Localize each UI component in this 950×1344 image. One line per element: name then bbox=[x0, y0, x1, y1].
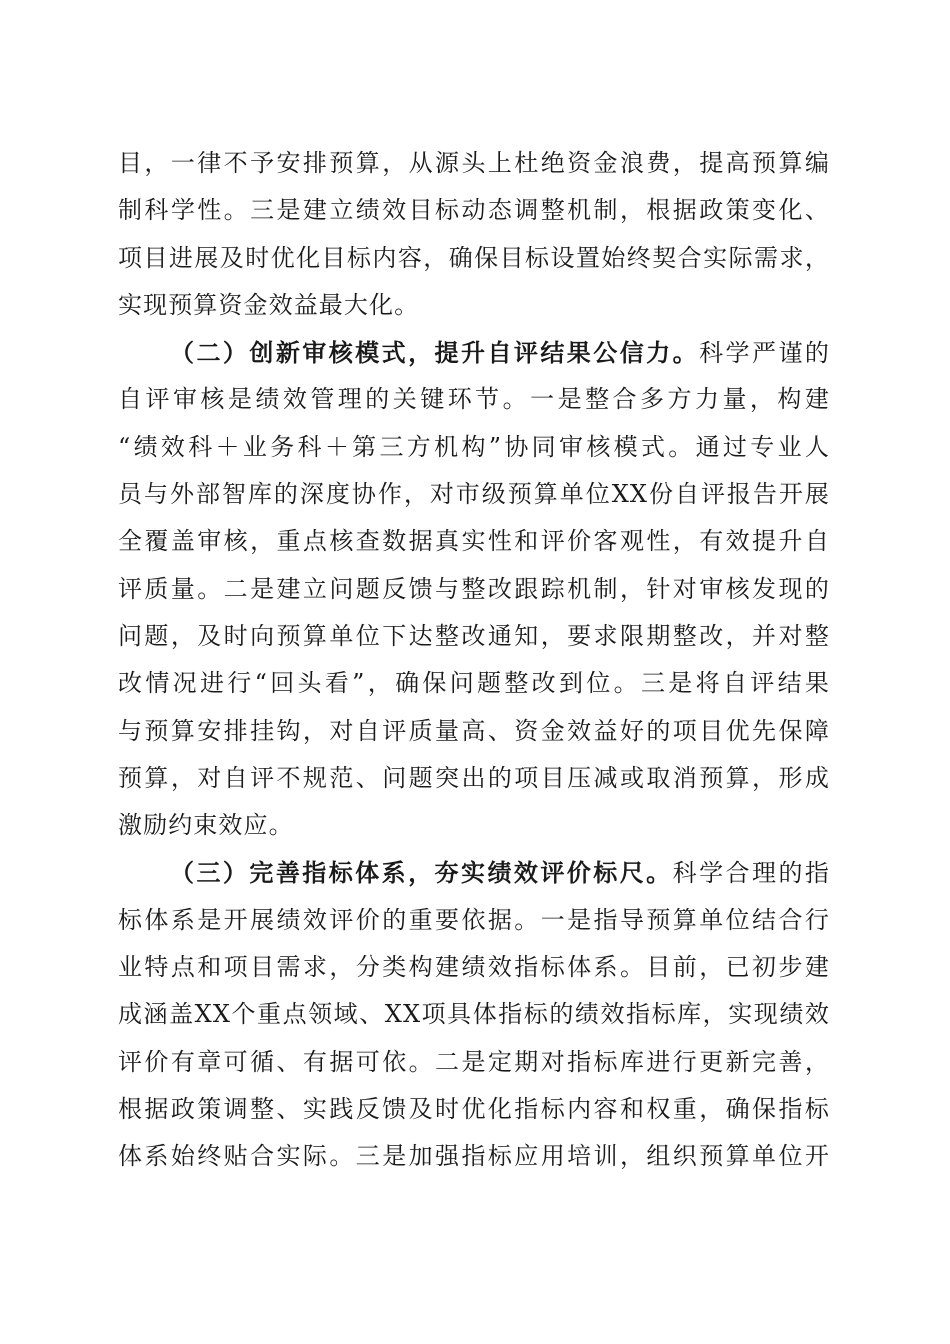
paragraph-line: 自评审核是绩效管理的关键环节。一是整合多方力量，构建 bbox=[118, 385, 830, 414]
paragraph-line: 问题，及时向预算单位下达整改通知，要求限期整改，并对整 bbox=[118, 621, 830, 650]
paragraph-line: 激励约束效应。 bbox=[118, 811, 294, 840]
section-heading: （三）完善指标体系，夯实绩效评价标尺。 bbox=[170, 858, 673, 888]
paragraph-1 bbox=[118, 140, 830, 329]
paragraph-line: “绩效科＋业务科＋第三方机构”协同审核模式。通过专业人 bbox=[118, 432, 830, 461]
section-heading: （二）创新审核模式，提升自评结果公信力。 bbox=[170, 338, 700, 368]
paragraph-line: 员与外部智库的深度协作，对市级预算单位XX份自评报告开展 bbox=[118, 480, 830, 509]
paragraph-text: 科学合理的指 bbox=[672, 859, 830, 888]
paragraph-line: 制科学性。三是建立绩效目标动态调整机制，根据政策变化、 bbox=[118, 196, 830, 225]
paragraph-line: 标体系是开展绩效评价的重要依据。一是指导预算单位结合行 bbox=[118, 905, 830, 934]
paragraph-line: 业特点和项目需求，分类构建绩效指标体系。目前，已初步建 bbox=[118, 953, 830, 982]
paragraph-line: 与预算安排挂钩，对自评质量高、资金效益好的项目优先保障 bbox=[118, 716, 830, 745]
paragraph-line: 目，一律不予安排预算，从源头上杜绝资金浪费，提高预算编 bbox=[118, 149, 830, 177]
paragraph-first-line bbox=[118, 849, 830, 896]
paragraph-line: 改情况进行“回头看”，确保问题整改到位。三是将自评结果 bbox=[118, 669, 830, 698]
paragraph-line: 实现预算资金效益最大化。 bbox=[118, 290, 420, 319]
paragraph-3 bbox=[118, 849, 830, 1180]
paragraph-line: 全覆盖审核，重点核查数据真实性和评价客观性，有效提升自 bbox=[118, 527, 830, 556]
paragraph-first-line bbox=[118, 329, 830, 376]
paragraph-line: 评价有章可循、有据可依。二是定期对指标库进行更新完善， bbox=[118, 1047, 830, 1076]
paragraph-line: 根据政策调整、实践反馈及时优化指标内容和权重，确保指标 bbox=[118, 1094, 830, 1123]
paragraph-text: 科学严谨的 bbox=[699, 339, 831, 368]
paragraph-line: 评质量。二是建立问题反馈与整改跟踪机制，针对审核发现的 bbox=[118, 574, 830, 603]
document-body bbox=[118, 140, 830, 1181]
paragraph-line: 成涵盖XX个重点领域、XX项具体指标的绩效指标库，实现绩效 bbox=[118, 1000, 830, 1029]
paragraph-line: 项目进展及时优化目标内容，确保目标设置始终契合实际需求， bbox=[118, 243, 830, 272]
paragraph-line: 预算，对自评不规范、问题突出的项目压减或取消预算，形成 bbox=[118, 763, 830, 792]
paragraph-2 bbox=[118, 329, 830, 849]
paragraph-line: 体系始终贴合实际。三是加强指标应用培训，组织预算单位开 bbox=[118, 1142, 830, 1171]
